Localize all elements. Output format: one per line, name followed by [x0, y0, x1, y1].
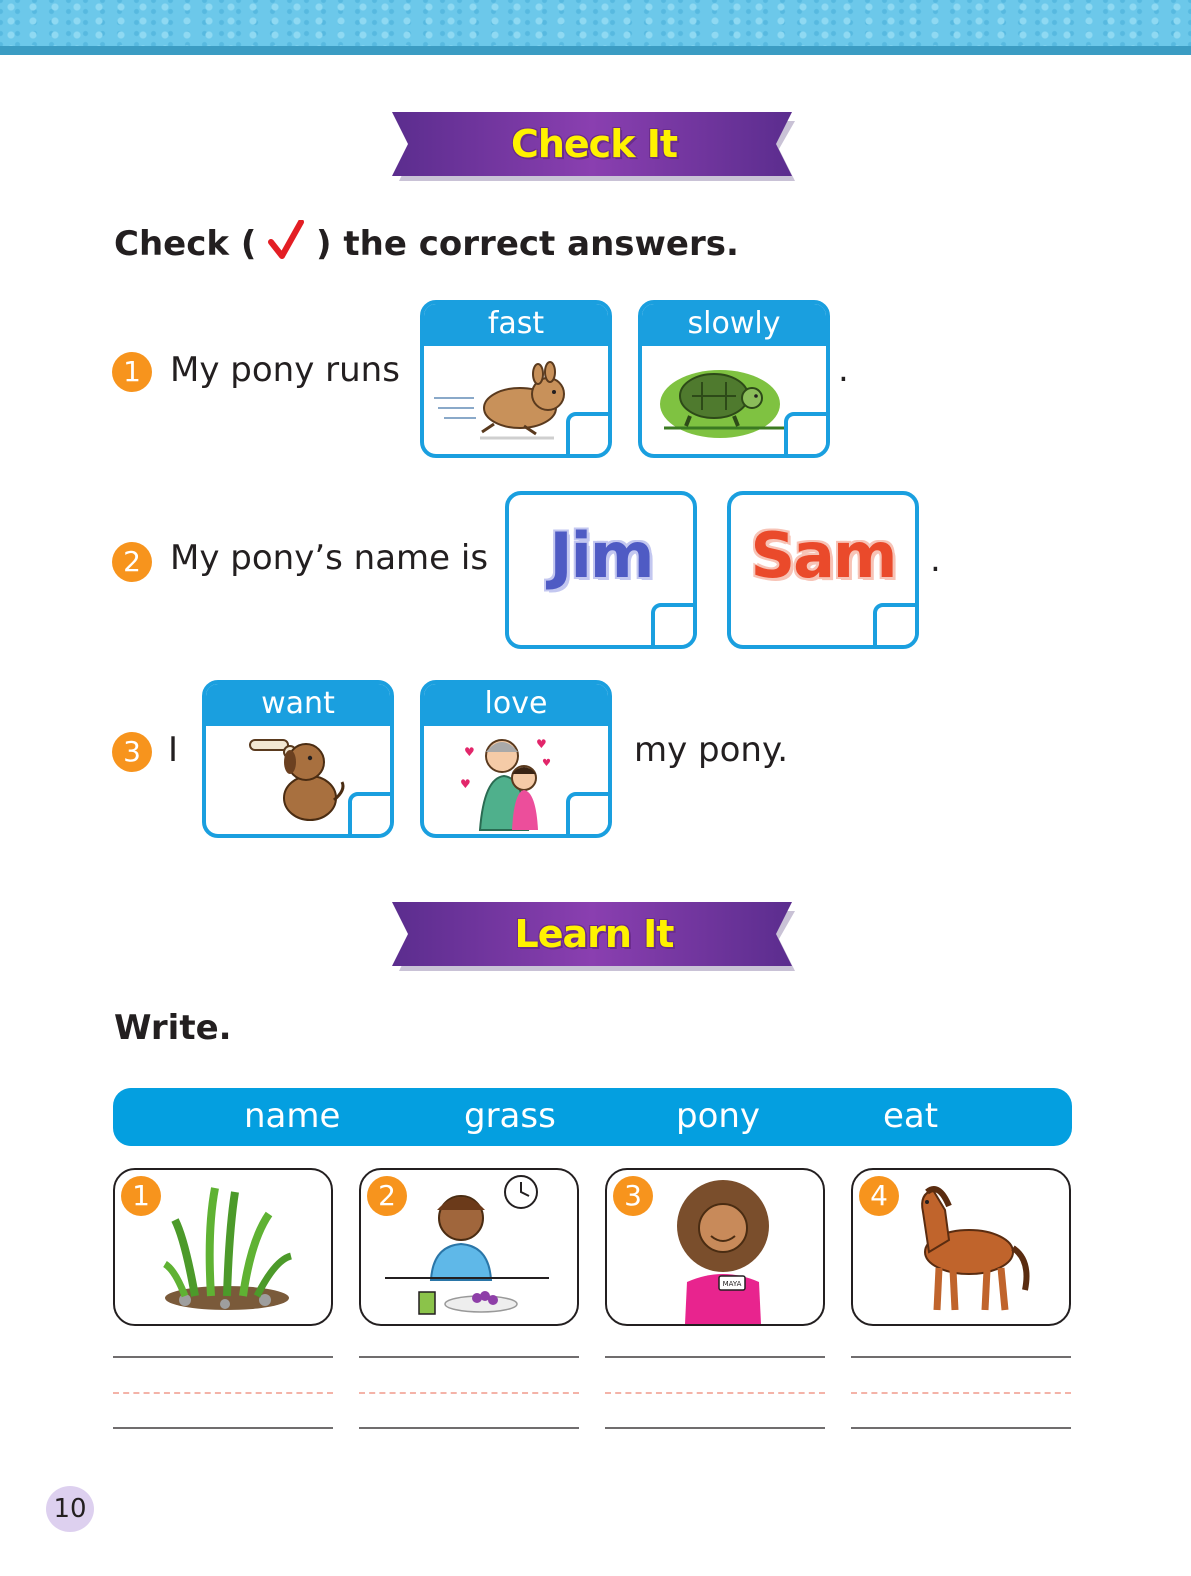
picture-2-number: 2: [367, 1176, 407, 1216]
question-1-text: My pony runs: [170, 350, 400, 390]
picture-4-box: [851, 1168, 1071, 1326]
option-sam-checkbox[interactable]: [873, 603, 919, 649]
option-love-card[interactable]: [420, 680, 612, 838]
word-bank-item: eat: [883, 1096, 939, 1136]
svg-text:♥: ♥: [464, 745, 475, 759]
svg-text:♥: ♥: [460, 777, 471, 791]
option-fast-checkbox[interactable]: [566, 412, 612, 458]
writing-line-top: [605, 1356, 825, 1358]
learn-it-ribbon: [392, 902, 796, 972]
writing-line-top: [113, 1356, 333, 1358]
question-1-end: .: [838, 350, 849, 390]
picture-3-number: 3: [613, 1176, 653, 1216]
option-jim-checkbox[interactable]: [651, 603, 697, 649]
top-decorative-band: [0, 0, 1191, 46]
picture-1-box: [113, 1168, 333, 1326]
writing-line-base: [851, 1427, 1071, 1429]
question-2-end: .: [930, 540, 941, 580]
picture-4-number: 4: [859, 1176, 899, 1216]
check-instruction: [114, 220, 739, 271]
learn-it-title: Learn It: [514, 912, 674, 956]
option-jim-card[interactable]: [505, 491, 697, 649]
writing-line-mid: [113, 1392, 333, 1394]
writing-line-mid: [851, 1392, 1071, 1394]
writing-line-top: [359, 1356, 579, 1358]
write-instruction: Write.: [114, 1008, 232, 1048]
option-love-checkbox[interactable]: [566, 792, 612, 838]
svg-text:♥: ♥: [536, 737, 547, 751]
check-it-ribbon: [392, 112, 796, 182]
option-love-label: love: [424, 684, 608, 726]
option-sam-card[interactable]: [727, 491, 919, 649]
writing-line-top: [851, 1356, 1071, 1358]
writing-line-mid: [359, 1392, 579, 1394]
question-3-end: my pony.: [634, 730, 789, 770]
writing-line-base: [359, 1427, 579, 1429]
option-slowly-label: slowly: [642, 304, 826, 346]
writing-line-base: [605, 1427, 825, 1429]
top-band-border: [0, 46, 1191, 55]
question-2-number: 2: [112, 542, 152, 582]
picture-1-number: 1: [121, 1176, 161, 1216]
option-fast-card[interactable]: [420, 300, 612, 458]
option-fast-label: fast: [424, 304, 608, 346]
picture-2-box: [359, 1168, 579, 1326]
instruction-after: ) the correct answers.: [316, 224, 739, 264]
page-number: 10: [46, 1486, 94, 1532]
option-jim-label: Jim: [549, 519, 653, 592]
word-bank-item: name: [244, 1096, 341, 1136]
option-slowly-card[interactable]: [638, 300, 830, 458]
check-mark-icon: [268, 220, 304, 271]
question-1-number: 1: [112, 352, 152, 392]
svg-text:♥: ♥: [542, 758, 551, 769]
question-3-text: I: [168, 730, 179, 770]
word-bank-item: pony: [676, 1096, 761, 1136]
writing-line-mid: [605, 1392, 825, 1394]
option-sam-label: Sam: [750, 519, 896, 592]
option-want-card[interactable]: [202, 680, 394, 838]
option-slowly-checkbox[interactable]: [784, 412, 830, 458]
name-tag-text: MAYA: [722, 1280, 742, 1288]
word-bank: [113, 1088, 1072, 1146]
writing-line-base: [113, 1427, 333, 1429]
question-3-number: 3: [112, 732, 152, 772]
check-it-title: Check It: [510, 122, 678, 166]
word-bank-item: grass: [464, 1096, 556, 1136]
picture-3-box: [605, 1168, 825, 1326]
option-want-checkbox[interactable]: [348, 792, 394, 838]
option-want-label: want: [206, 684, 390, 726]
question-2-text: My pony’s name is: [170, 538, 489, 578]
instruction-before: Check (: [114, 224, 257, 264]
